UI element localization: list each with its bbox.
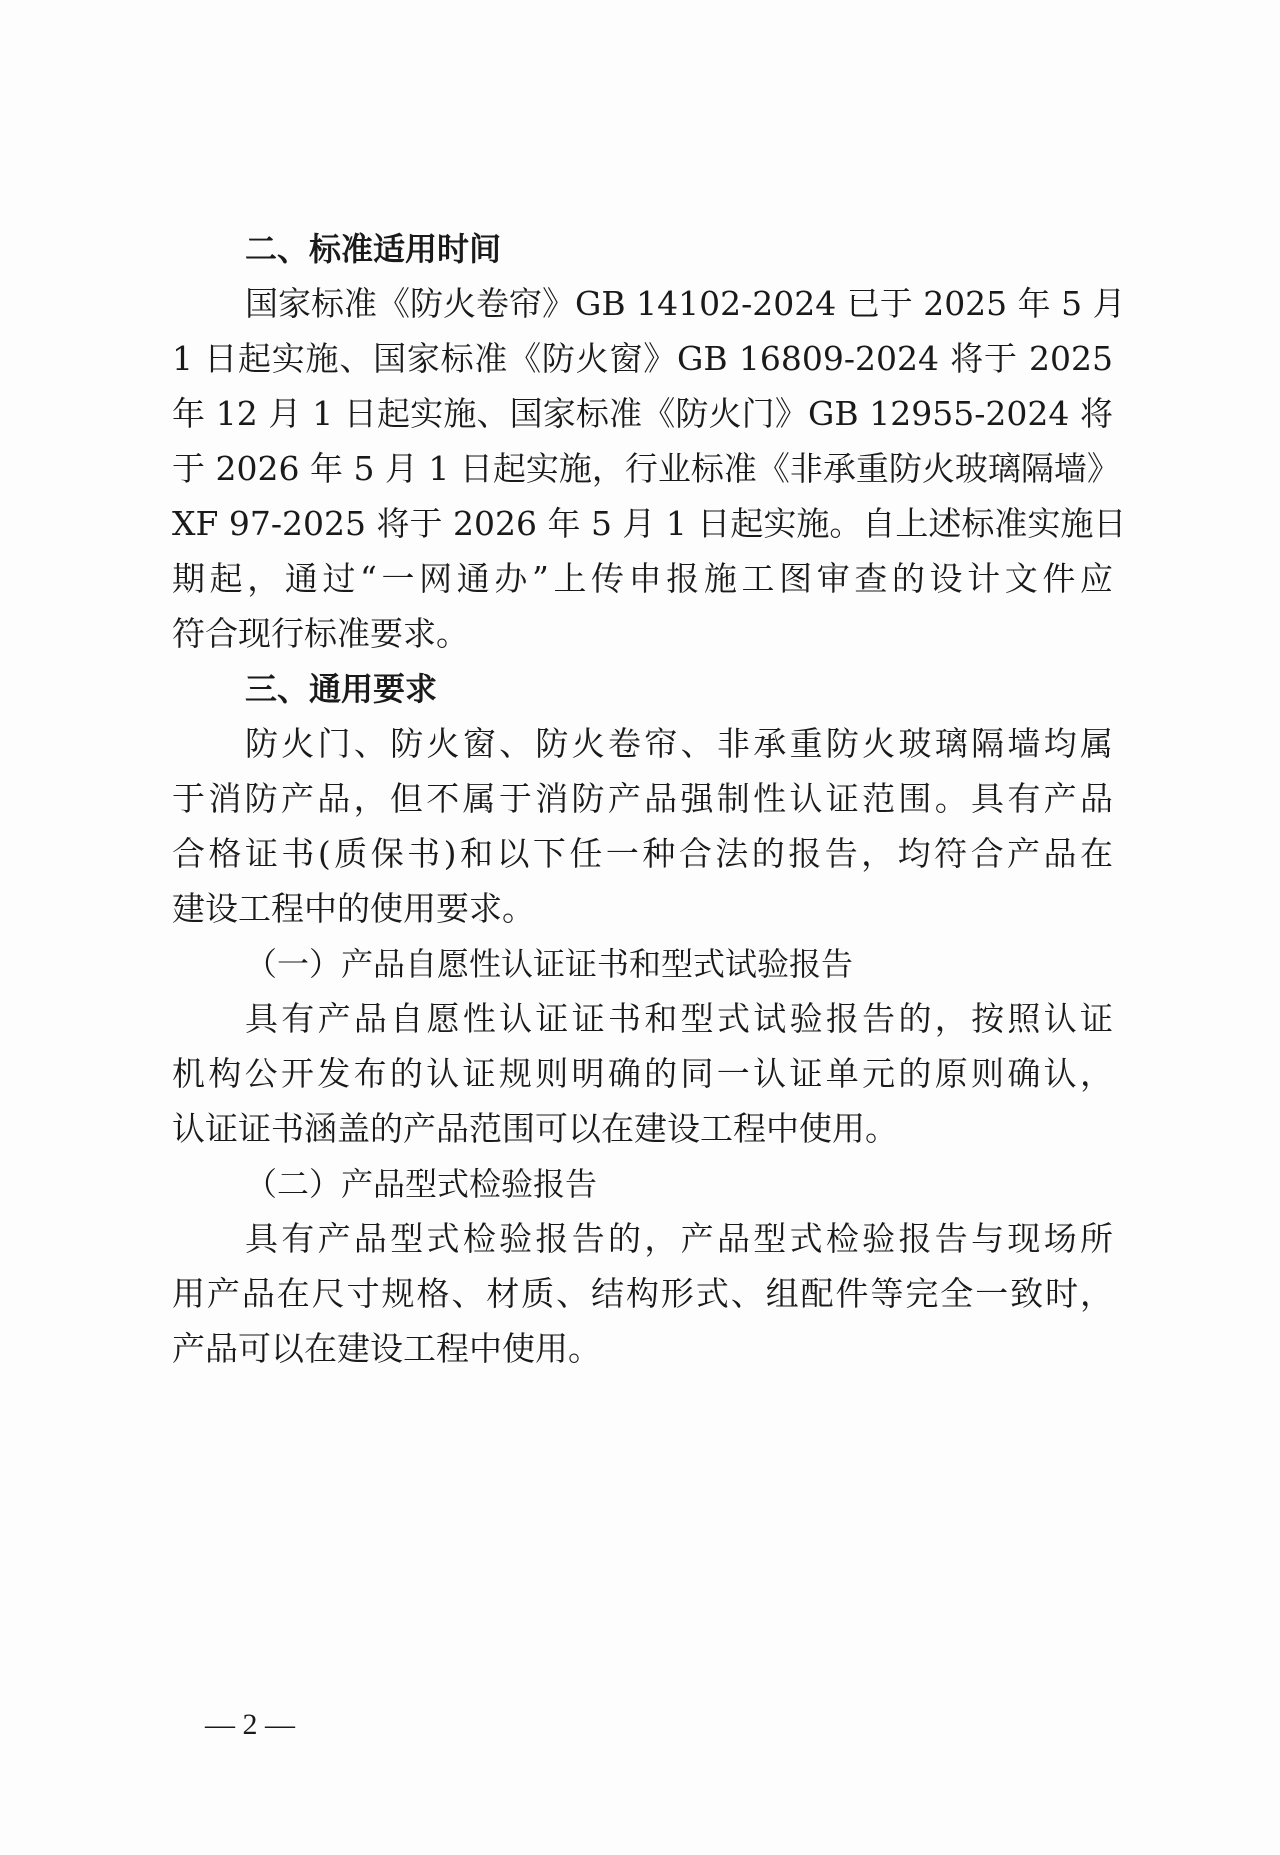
paragraph-line: 于消防产品，但不属于消防产品强制性认证范围。具有产品 — [172, 779, 1113, 818]
paragraph-line: 建设工程中的使用要求。 — [172, 889, 535, 928]
paragraph-line: 机构公开发布的认证规则明确的同一认证单元的原则确认， — [172, 1054, 1113, 1093]
paragraph-line: 于 2026 年 5 月 1 日起实施，行业标准《非承重防火玻璃隔墙》 — [172, 449, 1120, 488]
paragraph-line: 国家标准《防火卷帘》GB 14102-2024 已于 2025 年 5 月 — [245, 284, 1126, 323]
paragraph-line: XF 97-2025 将于 2026 年 5 月 1 日起实施。自上述标准实施日 — [172, 504, 1127, 543]
paragraph-line: 用产品在尺寸规格、材质、结构形式、组配件等完全一致时， — [172, 1274, 1113, 1313]
paragraph-line: 认证证书涵盖的产品范围可以在建设工程中使用。 — [172, 1109, 898, 1148]
section-heading-3: 三、通用要求 — [245, 670, 438, 708]
paragraph-line: 年 12 月 1 日起实施、国家标准《防火门》GB 12955-2024 将 — [172, 394, 1113, 433]
paragraph-line: 产品可以在建设工程中使用。 — [172, 1329, 601, 1368]
paragraph-line: 符合现行标准要求。 — [172, 614, 469, 653]
subsection-heading-1: （一）产品自愿性认证证书和型式试验报告 — [245, 945, 854, 983]
section-heading-2: 二、标准适用时间 — [245, 230, 502, 268]
paragraph-line: 具有产品自愿性认证证书和型式试验报告的，按照认证 — [245, 999, 1113, 1038]
paragraph-line: 期起，通过“一网通办”上传申报施工图审查的设计文件应 — [172, 559, 1113, 598]
paragraph-line: 合格证书(质保书)和以下任一种合法的报告，均符合产品在 — [172, 834, 1113, 873]
paragraph-line: 具有产品型式检验报告的，产品型式检验报告与现场所 — [245, 1219, 1113, 1258]
subsection-heading-2: （二）产品型式检验报告 — [245, 1165, 598, 1203]
paragraph-line: 1 日起实施、国家标准《防火窗》GB 16809-2024 将于 2025 — [172, 339, 1113, 378]
page-number: — 2 — — [205, 1708, 295, 1741]
paragraph-line: 防火门、防火窗、防火卷帘、非承重防火玻璃隔墙均属 — [245, 724, 1113, 763]
